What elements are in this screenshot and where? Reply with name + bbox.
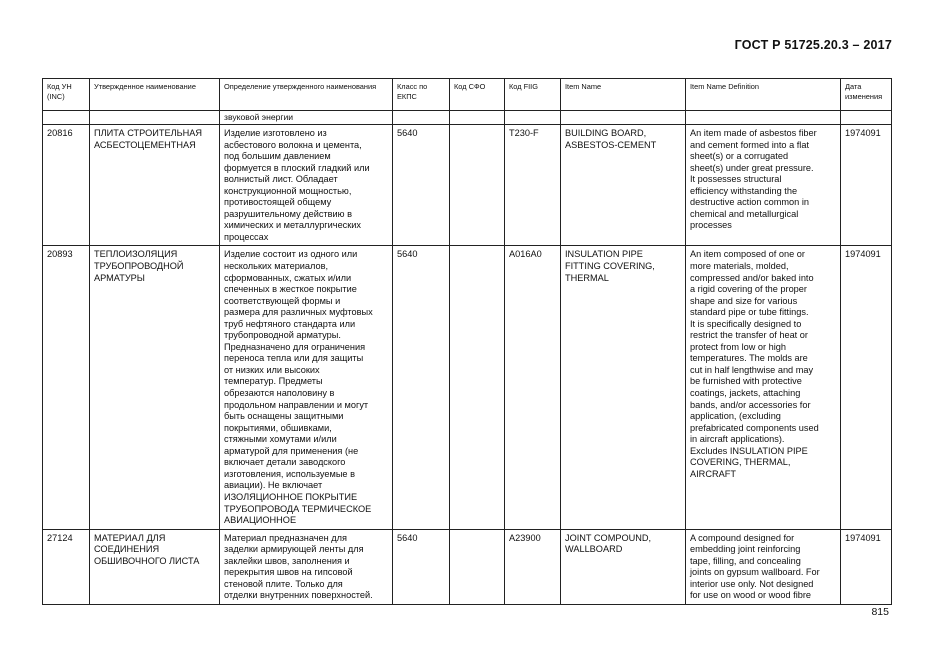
cell-name-definition: Материал предназначен для заделки армирующей ленты для заклейки швов, заполнения и перекрытия швов на гипсовой стеновой плите. Только для отделки внутренних поверхностей. <box>220 529 393 604</box>
column-header-inc: Код УН (INC) <box>43 79 90 111</box>
cell-class: 5640 <box>393 246 450 529</box>
table-row <box>43 246 892 529</box>
cell-approved-name: ТЕПЛОИЗОЛЯЦИЯ ТРУБОПРОВОДНОЙ АРМАТУРЫ <box>90 246 220 529</box>
cell-name-definition: Изделие изготовлено из асбестового волокна и цемента, под большим давлением формуется в плоский гладкий или волнистый лист. Обладает конструкционной мощностью, противостоящей общему разрушительному действию в химических и металлургических процессах <box>220 125 393 246</box>
catalog-table <box>42 78 892 605</box>
cell-approved-name: ПЛИТА СТРОИТЕЛЬНАЯ АСБЕСТОЦЕМЕНТНАЯ <box>90 125 220 246</box>
column-header-name-definition: Определение утвержденного наименования <box>220 79 393 111</box>
column-header-item-name: Item Name <box>561 79 686 111</box>
column-header-date: Дата изменения <box>841 79 892 111</box>
table-row-continuation <box>43 111 892 125</box>
cell-inc: 27124 <box>43 529 90 604</box>
cell-sfo <box>450 246 505 529</box>
column-header-fiig: Код FIIG <box>505 79 561 111</box>
cell-inc: 20816 <box>43 125 90 246</box>
cell-approved-name: МАТЕРИАЛ ДЛЯ СОЕДИНЕНИЯ ОБШИВОЧНОГО ЛИСТА <box>90 529 220 604</box>
table-row <box>43 125 892 246</box>
table-row <box>43 529 892 604</box>
document-title: ГОСТ Р 51725.20.3 – 2017 <box>734 38 892 52</box>
cell-item-name: JOINT COMPOUND, WALLBOARD <box>561 529 686 604</box>
column-header-approved-name: Утвержденное наименование <box>90 79 220 111</box>
table-header-row <box>43 79 892 111</box>
cell-item-definition: A compound designed for embedding joint reinforcing tape, filling, and concealing joints on gypsum wallboard. For interior use only. Not designed for use on wood or wood fibre <box>686 529 841 604</box>
continuation-text: звуковой энергии <box>220 111 393 125</box>
cell-fiig: T230-F <box>505 125 561 246</box>
cell-item-definition: An item composed of one or more materials, molded, compressed and/or baked into a rigid covering of the proper shape and size for various standard pipe or tube fittings. It is specifically designed to restrict the transfer of heat or protect from low or high temperatures. The molds are cut in half lengthwise and may be furnished with protective coatings, jackets, attaching bands, and/or accessories for application, (excluding prefabricated components used in aircraft applications). Excludes INSULATION PIPE COVERING, THERMAL, AIRCRAFT <box>686 246 841 529</box>
cell-fiig: A016A0 <box>505 246 561 529</box>
cell-name-definition: Изделие состоит из одного или нескольких материалов, сформованных, сжатых и/или спеченных в жесткое покрытие соответствующей формы и размера для различных муфтовых труб нефтяного стандарта или трубопроводной арматуры. Предназначено для ограничения переноса тепла или для защиты от низких или высоких температур. Предметы обрезаются наполовину в продольном направлении и могут быть оснащены защитными покрытиями, обшивками, стяжными хомутами и/или арматурой для применения (не включает детали заводского изготовления, используемые в авиации). Не включает ИЗОЛЯЦИОННОЕ ПОКРЫТИЕ ТРУБОПРОВОДА ТЕРМИЧЕСКОЕ АВИАЦИОННОЕ <box>220 246 393 529</box>
cell-item-name: INSULATION PIPE FITTING COVERING, THERMAL <box>561 246 686 529</box>
cell-fiig: A23900 <box>505 529 561 604</box>
cell-sfo <box>450 529 505 604</box>
cell-inc: 20893 <box>43 246 90 529</box>
cell-date: 1974091 <box>841 125 892 246</box>
column-header-class: Класс по ЕКПС <box>393 79 450 111</box>
cell-class: 5640 <box>393 529 450 604</box>
cell-class: 5640 <box>393 125 450 246</box>
cell-sfo <box>450 125 505 246</box>
cell-item-name: BUILDING BOARD, ASBESTOS-CEMENT <box>561 125 686 246</box>
cell-item-definition: An item made of asbestos fiber and cement formed into a flat sheet(s) or a corrugated sheet(s) under great pressure. It possesses structural efficiency withstanding the destructive action common in chemical and metallurgical processes <box>686 125 841 246</box>
column-header-item-definition: Item Name Definition <box>686 79 841 111</box>
cell-date: 1974091 <box>841 529 892 604</box>
page-number: 815 <box>871 606 889 618</box>
cell-date: 1974091 <box>841 246 892 529</box>
column-header-sfo: Код СФО <box>450 79 505 111</box>
